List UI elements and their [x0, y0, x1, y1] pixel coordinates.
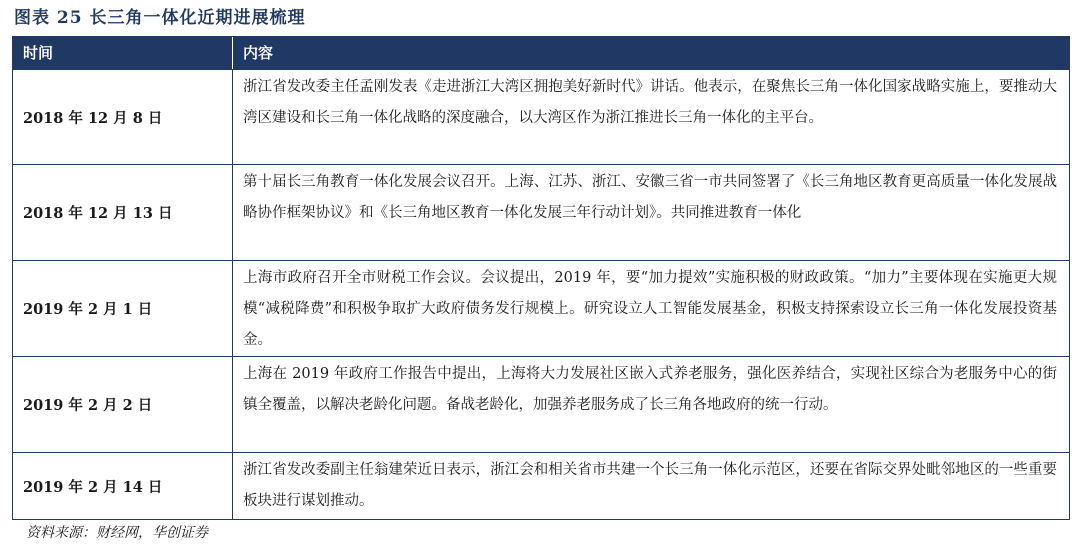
table-row [13, 356, 1069, 452]
row-date: 2019 年 2 月 2 日 [13, 357, 233, 452]
table-row [13, 164, 1069, 260]
header-content: 内容 [243, 44, 274, 62]
row-content: 上海在 2019 年政府工作报告中提出，上海将大力发展社区嵌入式养老服务，强化医养结合，实现社区综合为老服务中心的街镇全覆盖，以解决老龄化问题。备战老龄化，加强养老服务成了长三角各地政府的统一行动。 [243, 366, 1057, 413]
table-header [13, 37, 1069, 69]
row-content: 上海市政府召开全市财税工作会议。会议提出，2019 年，要“加力提效”实施积极的财政政策。“加力”主要体现在实施更大规模“减税降费”和积极争取扩大政府债务发行规模上。研究设立人工智能发展基金，积极支持探索设立长三角一体化发展投资基金。 [243, 270, 1057, 348]
source-note: 资料来源：财经网，华创证券 [26, 525, 208, 541]
progress-table [12, 36, 1070, 520]
row-content: 浙江省发改委副主任翁建荣近日表示，浙江会和相关省市共建一个长三角一体化示范区，还要在省际交界处毗邻地区的一些重要板块进行谋划推动。 [243, 462, 1057, 509]
row-content: 第十届长三角教育一体化发展会议召开。上海、江苏、浙江、安徽三省一市共同签署了《长三角地区教育更高质量一体化发展战略协作框架协议》和《长三角地区教育一体化发展三年行动计划》。共同推进教育一体化 [243, 174, 1057, 221]
row-date: 2018 年 12 月 8 日 [13, 70, 233, 164]
table-row [13, 452, 1069, 519]
figure-title: 图表 25 长三角一体化近期进展梳理 [14, 8, 306, 28]
table-row [13, 260, 1069, 356]
row-date: 2018 年 12 月 13 日 [13, 165, 233, 260]
row-date: 2019 年 2 月 14 日 [13, 453, 233, 519]
header-time: 时间 [13, 37, 233, 69]
row-date: 2019 年 2 月 1 日 [13, 261, 233, 356]
row-content: 浙江省发改委主任孟刚发表《走进浙江大湾区拥抱美好新时代》讲话。他表示，在聚焦长三角一体化国家战略实施上，要推动大湾区建设和长三角一体化战略的深度融合，以大湾区作为浙江推进长三角一体化的主平台。 [243, 79, 1057, 126]
table-row [13, 69, 1069, 164]
